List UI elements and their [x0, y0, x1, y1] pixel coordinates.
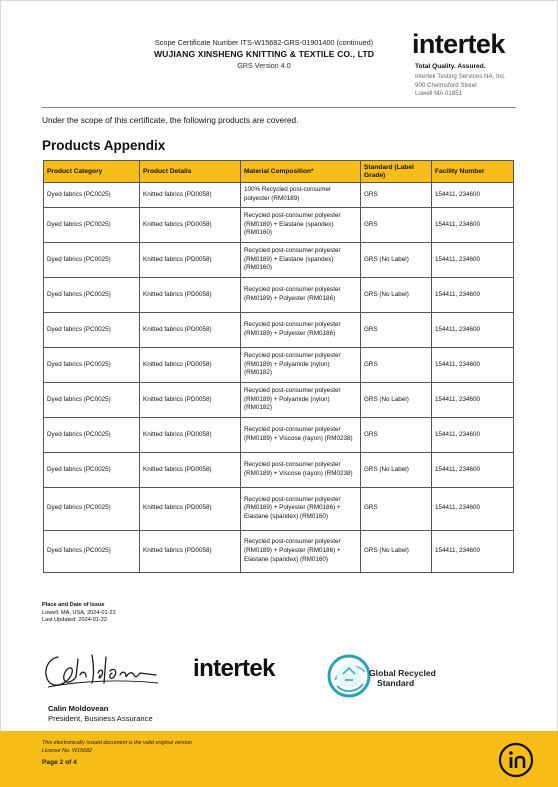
table-row — [44, 383, 514, 418]
cell-details: Knitted fabrics (PD0058) — [140, 243, 241, 278]
cell-facility: 154411, 234600 — [432, 530, 514, 573]
table-row — [44, 530, 514, 573]
company-name: WUJIANG XINSHENG KNITTING & TEXTILE CO., LTD — [153, 49, 375, 59]
table-row — [44, 208, 514, 243]
cell-material: 100% Recycled post-consumer polyester (RM0189) — [241, 183, 361, 208]
table-row — [44, 183, 514, 208]
certificate-number: Scope Certificate Number ITS-W15682-GRS-01901400 (continued) — [154, 38, 374, 47]
intertek-logo: intertek — [412, 29, 505, 59]
footer-band — [0, 731, 558, 787]
cell-category: Dyed fabrics (PC0025) — [44, 418, 140, 453]
last-updated: Last Updated: 2024-01-22 — [42, 617, 107, 624]
standard-version: GRS Version 4.0 — [237, 61, 291, 70]
cell-details: Knitted fabrics (PD0058) — [140, 453, 241, 488]
cell-category: Dyed fabrics (PC0025) — [44, 183, 140, 208]
address-line: Lowell MA 01851 — [415, 90, 463, 98]
cell-material: Recycled post-consumer polyester (RM0189) + Viscose (rayon) (RM0238) — [241, 418, 361, 453]
table-row — [44, 418, 514, 453]
cell-facility: 154411, 234600 — [432, 488, 514, 531]
column-header: Product Category — [44, 161, 140, 183]
cell-details: Knitted fabrics (PD0058) — [140, 348, 241, 383]
cell-material: Recycled post-consumer polyester (RM0189) + Polyester (RM0186) + Elastane (spandex) (RM0160) — [241, 488, 361, 531]
column-header: Facility Number — [432, 161, 514, 183]
cell-material: Recycled post-consumer polyester (RM0189) + Elastane (spandex) (RM0160) — [241, 208, 361, 243]
cell-details: Knitted fabrics (PD0058) — [140, 530, 241, 573]
cell-standard: GRS — [361, 208, 432, 243]
license-number: License No. W15682 — [42, 747, 93, 754]
cell-details: Knitted fabrics (PD0058) — [140, 278, 241, 313]
column-header: Standard (Label Grade) — [361, 161, 432, 183]
cell-material: Recycled post-consumer polyester (RM0189) + Polyamide (nylon) (RM0182) — [241, 348, 361, 383]
cell-facility: 154411, 234600 — [432, 243, 514, 278]
table-row — [44, 348, 514, 383]
table-header-row — [44, 161, 514, 183]
cell-standard: GRS — [361, 418, 432, 453]
cell-standard: GRS (No Label) — [361, 278, 432, 313]
cell-standard: GRS — [361, 183, 432, 208]
cell-material: Recycled post-consumer polyester (RM0189) + Viscose (rayon) (RM0238) — [241, 453, 361, 488]
column-header: Product Details — [140, 161, 241, 183]
signer-block — [48, 704, 153, 724]
cell-material: Recycled post-consumer polyester (RM0189) + Polyester (RM0186) + Elastane (spandex) (RM0160) — [241, 530, 361, 573]
cell-details: Knitted fabrics (PD0058) — [140, 183, 241, 208]
cell-facility: 154411, 234600 — [432, 383, 514, 418]
cell-material: Recycled post-consumer polyester (RM0189) + Polyester (RM0186) — [241, 278, 361, 313]
cell-facility: 154411, 234600 — [432, 418, 514, 453]
signer-title: President, Business Assurance — [48, 714, 153, 723]
section-title: Products Appendix — [42, 138, 166, 153]
cell-category: Dyed fabrics (PC0025) — [44, 488, 140, 531]
table-row — [44, 278, 514, 313]
cell-details: Knitted fabrics (PD0058) — [140, 208, 241, 243]
page-number: Page 2 of 4 — [42, 759, 77, 766]
cell-details: Knitted fabrics (PD0058) — [140, 313, 241, 348]
cell-standard: GRS — [361, 488, 432, 531]
address-line: Intertek Testing Services NA, Inc. — [415, 73, 507, 80]
seal-line: Global Recycled — [369, 668, 436, 678]
cell-category: Dyed fabrics (PC0025) — [44, 278, 140, 313]
cell-material: Recycled post-consumer polyester (RM0189) + Elastane (spandex) (RM0160) — [241, 243, 361, 278]
handwritten-signature — [40, 645, 160, 693]
signer-name: Calin Moldovean — [48, 704, 109, 713]
cell-standard: GRS (No Label) — [361, 383, 432, 418]
table-row — [44, 313, 514, 348]
issue-info — [42, 602, 116, 625]
issue-place-label: Place and Date of Issue — [42, 602, 105, 608]
cell-category: Dyed fabrics (PC0025) — [44, 208, 140, 243]
cell-material: Recycled post-consumer polyester (RM0189) + Polyamide (nylon) (RM0182) — [241, 383, 361, 418]
cell-standard: GRS (No Label) — [361, 243, 432, 278]
cell-standard: GRS — [361, 313, 432, 348]
cell-facility: 154411, 234600 — [432, 313, 514, 348]
cell-facility: 154411, 234600 — [432, 208, 514, 243]
seal-line: Standard — [377, 678, 415, 688]
intertek-badge-icon — [498, 742, 534, 778]
cell-category: Dyed fabrics (PC0025) — [44, 313, 140, 348]
cell-material: Recycled post-consumer polyester (RM0189) + Polyester (RM0186) — [241, 313, 361, 348]
cell-standard: GRS (No Label) — [361, 530, 432, 573]
cell-facility: 154411, 234600 — [432, 278, 514, 313]
tagline: Total Quality. Assured. — [415, 63, 486, 70]
address-line: 900 Chelmsford Street — [415, 81, 477, 89]
products-appendix-table — [43, 160, 514, 573]
cell-category: Dyed fabrics (PC0025) — [44, 453, 140, 488]
issuer-address — [415, 73, 506, 99]
cell-standard: GRS (No Label) — [361, 453, 432, 488]
cell-details: Knitted fabrics (PD0058) — [140, 418, 241, 453]
cell-category: Dyed fabrics (PC0025) — [44, 530, 140, 573]
cell-category: Dyed fabrics (PC0025) — [44, 348, 140, 383]
table-row — [44, 453, 514, 488]
validity-note: This electronically issued document is the valid original version — [42, 740, 192, 746]
table-row — [44, 243, 514, 278]
header-divider — [42, 107, 516, 108]
global-recycled-standard-logo — [327, 650, 436, 702]
table-row — [44, 488, 514, 531]
intertek-logo: intertek — [193, 655, 275, 682]
certificate-header — [120, 38, 408, 70]
cell-category: Dyed fabrics (PC0025) — [44, 243, 140, 278]
cell-details: Knitted fabrics (PD0058) — [140, 488, 241, 531]
issue-place-date: Lowell, MA, USA, 2024-01-22 — [42, 609, 116, 616]
cell-facility: 154411, 234600 — [432, 183, 514, 208]
cell-category: Dyed fabrics (PC0025) — [44, 383, 140, 418]
cell-facility: 154411, 234600 — [432, 453, 514, 488]
cell-facility: 154411, 234600 — [432, 348, 514, 383]
intro-text: Under the scope of this certificate, the following products are covered. — [42, 115, 299, 125]
cell-details: Knitted fabrics (PD0058) — [140, 383, 241, 418]
footer-note — [42, 740, 192, 755]
column-header: Material Composition* — [241, 161, 361, 183]
cell-standard: GRS — [361, 348, 432, 383]
